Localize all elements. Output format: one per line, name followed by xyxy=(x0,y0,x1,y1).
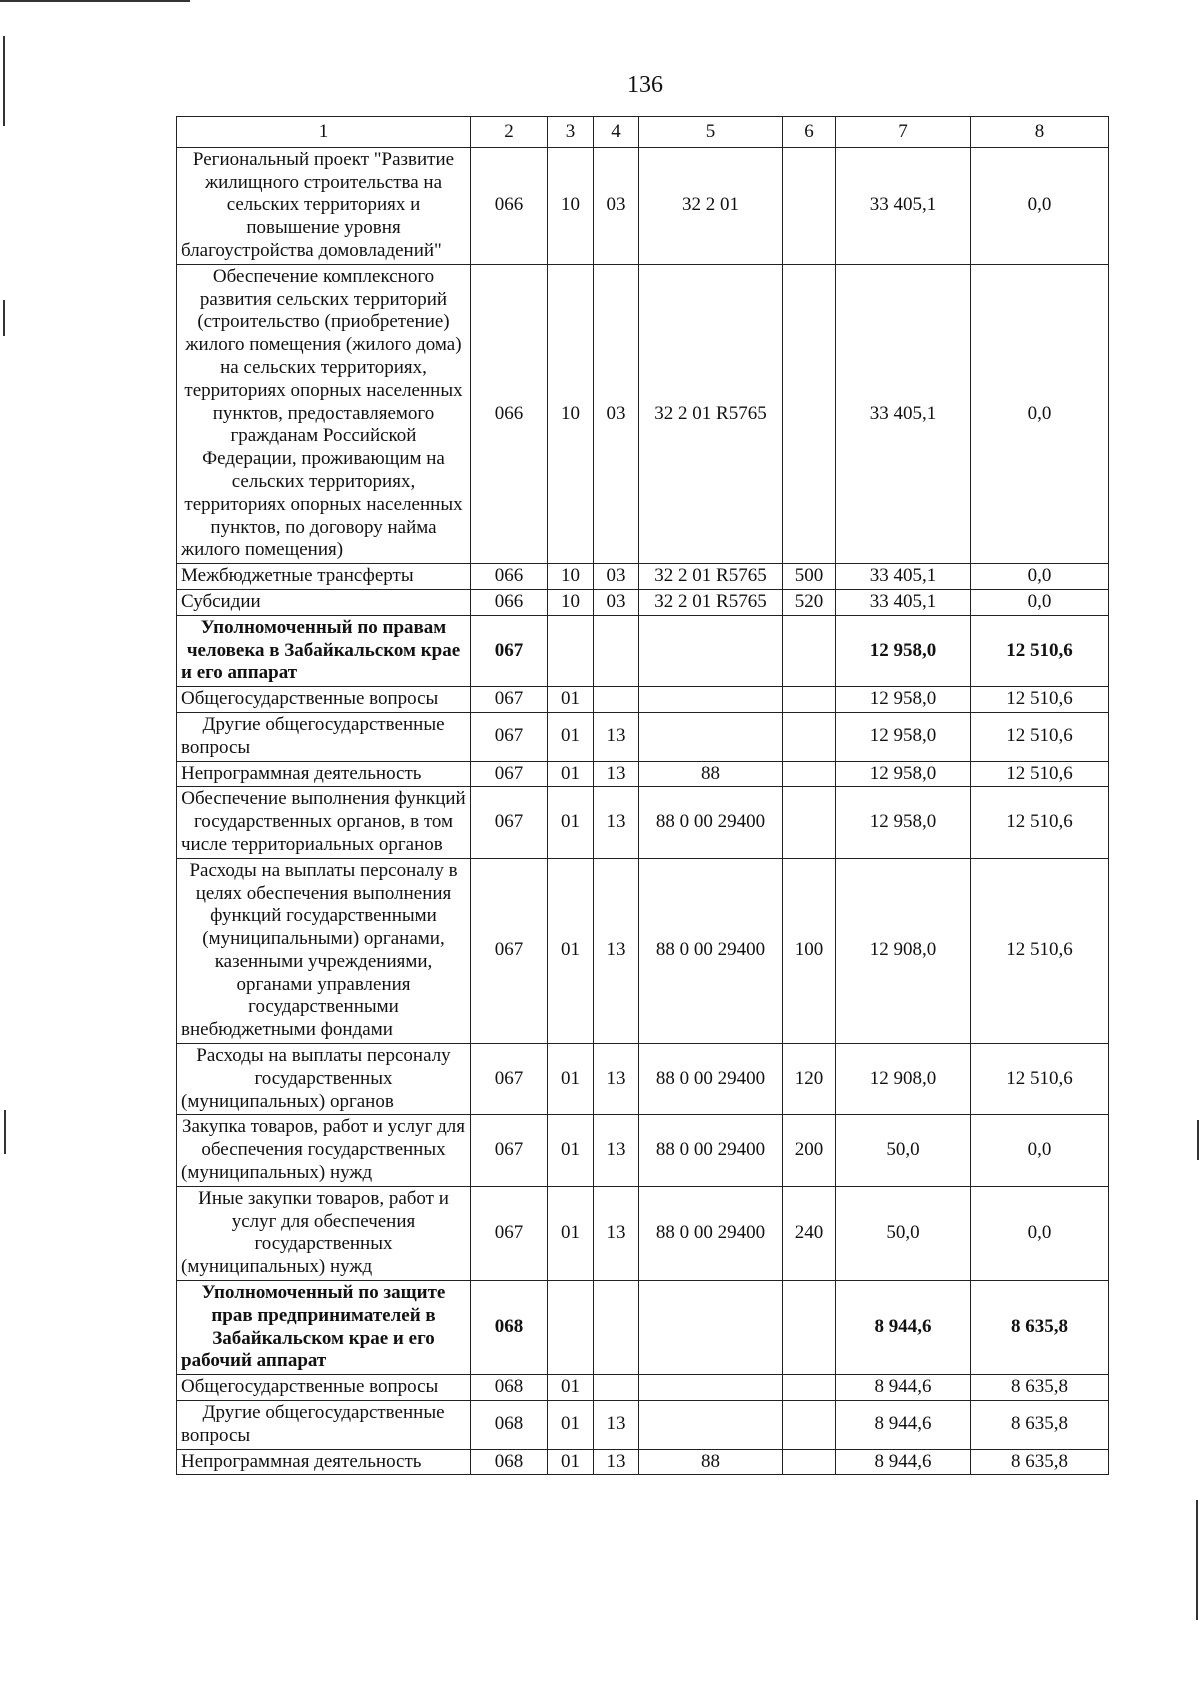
subsection-cell: 13 xyxy=(594,1115,639,1186)
expense-type-cell xyxy=(783,264,836,563)
subsection-cell: 13 xyxy=(594,787,639,858)
gr-code-cell: 068 xyxy=(471,1449,548,1475)
header-cell: 7 xyxy=(836,117,971,148)
expense-type-cell xyxy=(783,147,836,264)
section-cell: 10 xyxy=(548,147,594,264)
expense-type-cell xyxy=(783,1375,836,1401)
section-cell: 01 xyxy=(548,1401,594,1450)
subsection-cell xyxy=(594,615,639,686)
scan-edge-mark xyxy=(3,300,5,336)
row-name-cell: Иные закупки товаров, работ и услуг для обеспечения государственных (муниципальных) нужд xyxy=(177,1186,471,1280)
amount-cell: 8 944,6 xyxy=(836,1375,971,1401)
target-article-cell: 88 0 00 29400 xyxy=(639,787,783,858)
section-cell: 01 xyxy=(548,787,594,858)
target-article-cell: 88 xyxy=(639,761,783,787)
row-name-cell: Общегосударственные вопросы xyxy=(177,1375,471,1401)
target-article-cell xyxy=(639,615,783,686)
row-name-cell: Уполномоченный по защите прав предпринимателей в Забайкальском крае и его рабочий аппарат xyxy=(177,1281,471,1375)
subsection-cell: 13 xyxy=(594,1401,639,1450)
expense-type-cell: 100 xyxy=(783,858,836,1043)
amount-cell: 0,0 xyxy=(971,564,1109,590)
amount-cell: 12 510,6 xyxy=(971,858,1109,1043)
section-cell: 01 xyxy=(548,687,594,713)
expense-type-cell xyxy=(783,615,836,686)
amount-cell: 8 635,8 xyxy=(971,1375,1109,1401)
amount-cell: 33 405,1 xyxy=(836,564,971,590)
section-cell: 01 xyxy=(548,1449,594,1475)
amount-cell: 0,0 xyxy=(971,1115,1109,1186)
table-row xyxy=(177,1401,1109,1450)
target-article-cell xyxy=(639,1281,783,1375)
table-row xyxy=(177,858,1109,1043)
subsection-cell: 13 xyxy=(594,712,639,761)
table-row xyxy=(177,264,1109,563)
amount-cell: 50,0 xyxy=(836,1115,971,1186)
target-article-cell xyxy=(639,1375,783,1401)
amount-cell: 12 908,0 xyxy=(836,1044,971,1115)
header-cell: 2 xyxy=(471,117,548,148)
section-cell: 01 xyxy=(548,712,594,761)
amount-cell: 8 635,8 xyxy=(971,1281,1109,1375)
amount-cell: 12 958,0 xyxy=(836,687,971,713)
gr-code-cell: 067 xyxy=(471,615,548,686)
gr-code-cell: 067 xyxy=(471,1115,548,1186)
amount-cell: 12 510,6 xyxy=(971,787,1109,858)
section-cell xyxy=(548,1281,594,1375)
section-cell: 01 xyxy=(548,858,594,1043)
section-cell xyxy=(548,615,594,686)
expense-type-cell xyxy=(783,687,836,713)
row-name-cell: Межбюджетные трансферты xyxy=(177,564,471,590)
gr-code-cell: 067 xyxy=(471,787,548,858)
section-cell: 01 xyxy=(548,1044,594,1115)
expense-type-cell: 520 xyxy=(783,589,836,615)
amount-cell: 33 405,1 xyxy=(836,264,971,563)
section-cell: 01 xyxy=(548,761,594,787)
target-article-cell: 88 xyxy=(639,1449,783,1475)
section-cell: 10 xyxy=(548,589,594,615)
target-article-cell xyxy=(639,712,783,761)
subsection-cell: 13 xyxy=(594,761,639,787)
subsection-cell xyxy=(594,1281,639,1375)
scan-edge-mark xyxy=(4,1110,6,1154)
budget-table xyxy=(176,116,1109,1475)
amount-cell: 8 635,8 xyxy=(971,1449,1109,1475)
scan-edge-mark xyxy=(1196,1500,1198,1620)
expense-type-cell: 200 xyxy=(783,1115,836,1186)
row-name-cell: Закупка товаров, работ и услуг для обеспечения государственных (муниципальных) нужд xyxy=(177,1115,471,1186)
target-article-cell: 88 0 00 29400 xyxy=(639,1186,783,1280)
expense-type-cell xyxy=(783,787,836,858)
row-name-cell: Уполномоченный по правам человека в Забайкальском крае и его аппарат xyxy=(177,615,471,686)
row-name-cell: Общегосударственные вопросы xyxy=(177,687,471,713)
row-name-cell: Другие общегосударственные вопросы xyxy=(177,1401,471,1450)
expense-type-cell: 240 xyxy=(783,1186,836,1280)
header-cell: 4 xyxy=(594,117,639,148)
scan-edge-mark xyxy=(0,0,190,2)
gr-code-cell: 067 xyxy=(471,1044,548,1115)
table-header-row xyxy=(177,117,1109,148)
header-cell: 1 xyxy=(177,117,471,148)
amount-cell: 12 510,6 xyxy=(971,615,1109,686)
expense-type-cell xyxy=(783,1281,836,1375)
section-cell: 10 xyxy=(548,564,594,590)
target-article-cell xyxy=(639,687,783,713)
header-cell: 3 xyxy=(548,117,594,148)
amount-cell: 12 908,0 xyxy=(836,858,971,1043)
row-name-cell: Обеспечение комплексного развития сельских территорий (строительство (приобретение) жилого помещения (жилого дома) на сельских территориях, территориях опорных населенных пунктов, предоставляемого гражданам Российской Федерации, проживающим на сельских территориях, территориях опорных населенных пунктов, по договору найма жилого помещения) xyxy=(177,264,471,563)
table-row xyxy=(177,615,1109,686)
gr-code-cell: 066 xyxy=(471,589,548,615)
subsection-cell: 03 xyxy=(594,564,639,590)
expense-type-cell: 500 xyxy=(783,564,836,590)
section-cell: 01 xyxy=(548,1115,594,1186)
target-article-cell: 32 2 01 xyxy=(639,147,783,264)
table-row xyxy=(177,1281,1109,1375)
subsection-cell: 13 xyxy=(594,1186,639,1280)
gr-code-cell: 066 xyxy=(471,147,548,264)
amount-cell: 8 944,6 xyxy=(836,1281,971,1375)
amount-cell: 0,0 xyxy=(971,264,1109,563)
header-cell: 8 xyxy=(971,117,1109,148)
expense-type-cell xyxy=(783,1449,836,1475)
amount-cell: 0,0 xyxy=(971,147,1109,264)
amount-cell: 12 510,6 xyxy=(971,712,1109,761)
gr-code-cell: 067 xyxy=(471,858,548,1043)
subsection-cell xyxy=(594,1375,639,1401)
gr-code-cell: 067 xyxy=(471,1186,548,1280)
table-row xyxy=(177,1115,1109,1186)
target-article-cell: 32 2 01 R5765 xyxy=(639,264,783,563)
table-row xyxy=(177,589,1109,615)
table-row xyxy=(177,1375,1109,1401)
row-name-cell: Расходы на выплаты персоналу в целях обеспечения выполнения функций государственными (муниципальными) органами, казенными учреждениями, органами управления государственными внебюджетными фондами xyxy=(177,858,471,1043)
amount-cell: 8 635,8 xyxy=(971,1401,1109,1450)
section-cell: 01 xyxy=(548,1186,594,1280)
row-name-cell: Обеспечение выполнения функций государственных органов, в том числе территориальных органов xyxy=(177,787,471,858)
table-row xyxy=(177,687,1109,713)
table-row xyxy=(177,564,1109,590)
amount-cell: 12 958,0 xyxy=(836,712,971,761)
row-name-cell: Региональный проект "Развитие жилищного строительства на сельских территориях и повышение уровня благоустройства домовладений" xyxy=(177,147,471,264)
table-body xyxy=(177,147,1109,1475)
row-name-cell: Расходы на выплаты персоналу государственных (муниципальных) органов xyxy=(177,1044,471,1115)
amount-cell: 12 510,6 xyxy=(971,687,1109,713)
gr-code-cell: 067 xyxy=(471,761,548,787)
target-article-cell: 88 0 00 29400 xyxy=(639,1115,783,1186)
amount-cell: 0,0 xyxy=(971,589,1109,615)
subsection-cell xyxy=(594,687,639,713)
table-row xyxy=(177,787,1109,858)
table-row xyxy=(177,761,1109,787)
amount-cell: 33 405,1 xyxy=(836,147,971,264)
gr-code-cell: 066 xyxy=(471,564,548,590)
subsection-cell: 13 xyxy=(594,1044,639,1115)
amount-cell: 12 510,6 xyxy=(971,761,1109,787)
amount-cell: 33 405,1 xyxy=(836,589,971,615)
target-article-cell: 88 0 00 29400 xyxy=(639,1044,783,1115)
row-name-cell: Субсидии xyxy=(177,589,471,615)
row-name-cell: Непрограммная деятельность xyxy=(177,761,471,787)
page-number: 136 xyxy=(627,72,663,98)
table-row xyxy=(177,1044,1109,1115)
expense-type-cell: 120 xyxy=(783,1044,836,1115)
table-row xyxy=(177,1186,1109,1280)
table-row xyxy=(177,1449,1109,1475)
amount-cell: 50,0 xyxy=(836,1186,971,1280)
subsection-cell: 03 xyxy=(594,147,639,264)
amount-cell: 12 958,0 xyxy=(836,787,971,858)
subsection-cell: 13 xyxy=(594,858,639,1043)
section-cell: 01 xyxy=(548,1375,594,1401)
expense-type-cell xyxy=(783,761,836,787)
expense-type-cell xyxy=(783,1401,836,1450)
amount-cell: 12 958,0 xyxy=(836,615,971,686)
amount-cell: 8 944,6 xyxy=(836,1449,971,1475)
gr-code-cell: 068 xyxy=(471,1281,548,1375)
gr-code-cell: 066 xyxy=(471,264,548,563)
scan-edge-mark xyxy=(1197,1120,1199,1160)
table-row xyxy=(177,712,1109,761)
row-name-cell: Другие общегосударственные вопросы xyxy=(177,712,471,761)
amount-cell: 8 944,6 xyxy=(836,1401,971,1450)
amount-cell: 0,0 xyxy=(971,1186,1109,1280)
gr-code-cell: 068 xyxy=(471,1375,548,1401)
target-article-cell: 88 0 00 29400 xyxy=(639,858,783,1043)
gr-code-cell: 067 xyxy=(471,687,548,713)
target-article-cell: 32 2 01 R5765 xyxy=(639,589,783,615)
table-row xyxy=(177,147,1109,264)
amount-cell: 12 958,0 xyxy=(836,761,971,787)
header-cell: 6 xyxy=(783,117,836,148)
gr-code-cell: 067 xyxy=(471,712,548,761)
subsection-cell: 03 xyxy=(594,589,639,615)
header-cell: 5 xyxy=(639,117,783,148)
subsection-cell: 03 xyxy=(594,264,639,563)
row-name-cell: Непрограммная деятельность xyxy=(177,1449,471,1475)
gr-code-cell: 068 xyxy=(471,1401,548,1450)
expense-type-cell xyxy=(783,712,836,761)
target-article-cell: 32 2 01 R5765 xyxy=(639,564,783,590)
section-cell: 10 xyxy=(548,264,594,563)
target-article-cell xyxy=(639,1401,783,1450)
amount-cell: 12 510,6 xyxy=(971,1044,1109,1115)
subsection-cell: 13 xyxy=(594,1449,639,1475)
